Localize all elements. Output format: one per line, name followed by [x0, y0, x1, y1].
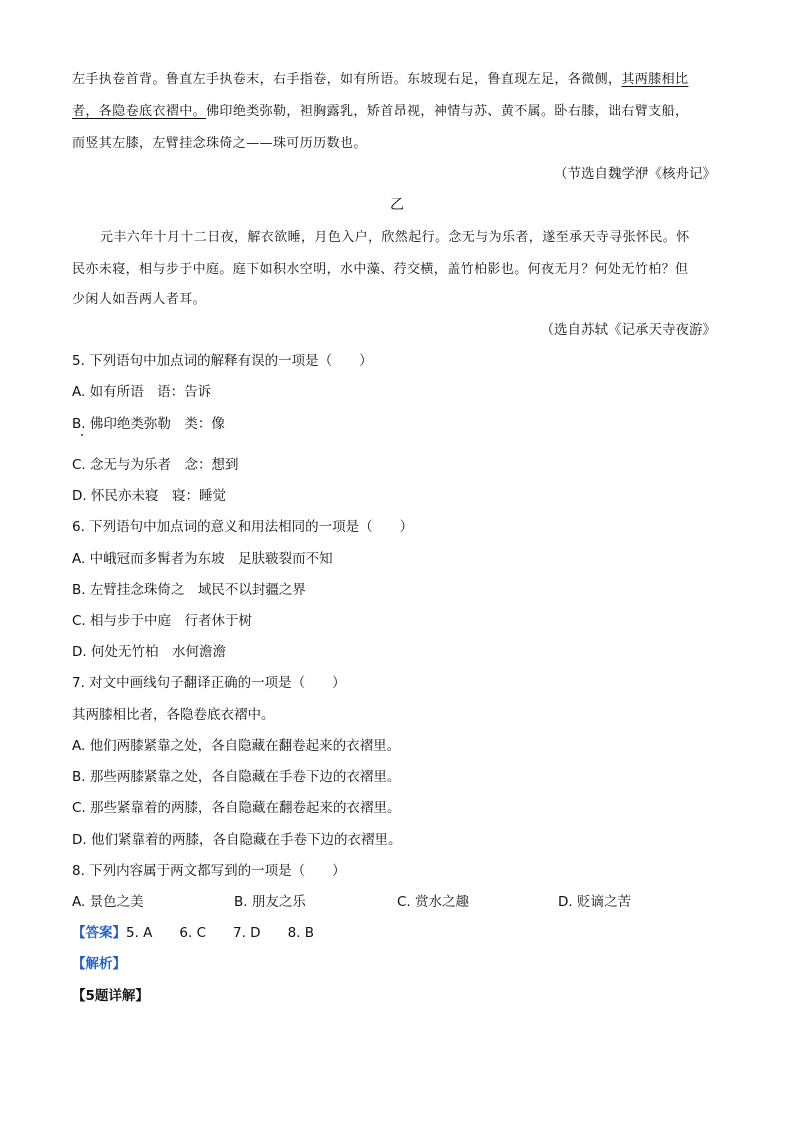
passage-jia-line-3: [72, 132, 367, 151]
question-8-option-c: C. 赏水之趣: [397, 894, 470, 910]
question-8-option-a: A. 景色之美: [72, 894, 144, 910]
emphasis-dot: [81, 434, 83, 436]
passage-yi-line-1: 元丰六年十月十二日夜，解衣欲睡，月色入户，欣然起行。念无与为乐者，遂至承天寺寻张怀民。怀: [100, 230, 690, 245]
question-8-option-b: B. 朋友之乐: [234, 894, 306, 910]
underlined-sentence-part-1: 其两膝相比: [621, 72, 689, 87]
analysis-label-line: [72, 952, 126, 972]
analysis-label: 【解析】: [72, 956, 126, 972]
passage-jia-source: （节选自魏学洢《核舟记》: [554, 166, 716, 182]
question-7-option-a: A. 他们两膝紧靠之处，各自隐藏在翻卷起来的衣褶里。: [72, 738, 401, 754]
question-8-stem: 8. 下列内容属于两文都写到的一项是（ ）: [72, 863, 346, 879]
passage-jia-line-3-text: 而竖其左膝，左臂挂念珠倚之——珠可历历数也。: [72, 136, 367, 151]
passage-yi-line-3: 少闲人如吾两人者耳。: [72, 292, 207, 307]
question-7-option-d: D. 他们紧靠着的两膝，各自隐藏在手卷下边的衣褶里。: [72, 832, 402, 848]
passage-jia-line-1-text: 左手执卷首背。鲁直左手执卷末，右手指卷，如有所语。东坡现右足，鲁直现左足，各微侧，: [72, 72, 622, 87]
question-5-option-d: D. 怀民亦未寝 寝：睡觉: [72, 488, 226, 504]
question-5-detail-heading: 【5题详解】: [72, 988, 149, 1004]
question-7-stem: 7. 对文中画线句子翻译正确的一项是（ ）: [72, 675, 346, 691]
question-6-stem: 6. 下列语句中加点词的意义和用法相同的一项是（ ）: [72, 519, 414, 535]
passage-yi-line-2: 民亦未寝，相与步于中庭。庭下如积水空明，水中藻、荇交横，盖竹柏影也。何夜无月？何处无竹柏？但: [72, 262, 689, 277]
passage-yi-source: （选自苏轼《记承天寺夜游》: [540, 322, 716, 338]
underlined-sentence-part-2: 者，各隐卷底衣褶中。: [72, 104, 207, 119]
passage-yi-title: 乙: [390, 197, 404, 213]
answer-line: [72, 921, 314, 941]
question-6-option-c: C. 相与步于中庭 行者休于树: [72, 613, 253, 629]
question-8-option-d: D. 贬谪之苦: [558, 894, 631, 910]
question-7-sentence: 其两膝相比者，各隐卷底衣褶中。: [72, 707, 275, 723]
question-6-option-a: A. 中峨冠而多髯者为东坡 足肤皲裂而不知: [72, 551, 333, 567]
question-7-option-b: B. 那些两膝紧靠之处，各自隐藏在手卷下边的衣褶里。: [72, 769, 401, 785]
question-6-option-b: B. 左臂挂念珠倚之 域民不以封疆之界: [72, 582, 306, 598]
question-7-option-c: C. 那些紧靠着的两膝，各自隐藏在翻卷起来的衣褶里。: [72, 800, 401, 816]
passage-jia-line-1: [72, 68, 688, 87]
question-6-option-d: D. 何处无竹柏 水何澹澹: [72, 644, 226, 660]
answer-text: 5. A 6. C 7. D 8. B: [126, 925, 315, 941]
question-5-stem: 5. 下列语句中加点词的解释有误的一项是（ ）: [72, 353, 373, 369]
question-5-option-b: B. 佛印绝类弥勒 类：像: [72, 416, 225, 432]
answer-label: 【答案】: [72, 925, 126, 941]
passage-jia-line-2-text: 佛印绝类弥勒，袒胸露乳，矫首昂视，神情与苏、黄不属。卧右膝，诎右臂支船，: [206, 104, 689, 119]
question-5-option-c: C. 念无与为乐者 念：想到: [72, 457, 239, 473]
passage-jia-line-2: [72, 100, 688, 119]
question-5-option-a: A. 如有所语 语：告诉: [72, 384, 212, 400]
